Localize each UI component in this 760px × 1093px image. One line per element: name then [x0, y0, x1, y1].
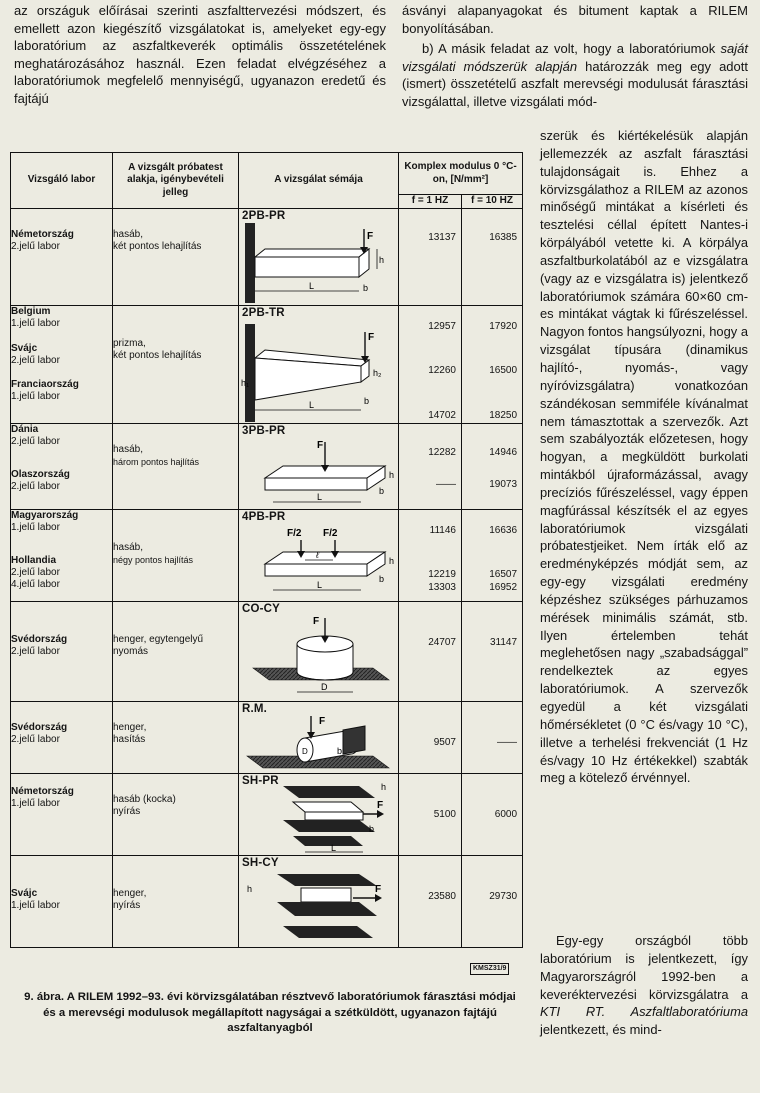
label-width: b: [369, 824, 375, 834]
label-force: F: [375, 884, 382, 895]
value-f10: 16636: [489, 525, 518, 536]
lab-country: Svédország: [11, 634, 68, 645]
label-width: b: [379, 486, 385, 496]
value-f10: 16385: [489, 232, 518, 243]
schema-name: 4PB-PR: [242, 511, 286, 523]
body-text-right-column: szerük és kiértékelésük alapján jellemezzék az aszfalt fárasztási tulajdonságait is. Ehhez a körvizsgálathoz a RILEM az azonos minőségű mintákat a kísérleti és tesztelési céllal épített Nantes-i körpályából vetette ki. A körpálya aszfaltburkolatából az e vizsgálatra (vagy az e vizsgálatra is) jelentkező laboratóriumok számára 60×60 cm-es mintákat vágtak ki fűrészeléssel. Nagyon fontos hangsúlyozni, hogy a vizsgálat típusára (dinamikus hajlító-, nyomás-, vagy nyíróvizsgálatra) vonatkozóan szándékosan semmiféle kívánalmat nem támasztottak a szervezők. Azt sem szabályozták előzetesen, hogy hogyan, a megküldött burkolati mintákból újraformázással, avagy precíziós fűrészeléssel, vagy éppen magfúrással készítsék el az egyes laboratóriumok vizsgálati próbatestjeiket. Nem írták elő az eredményképzés módját sem, az egy-egy vizsgálati eredmény képzéshez szükséges párhuzamos mérések minimális számát, stb. Ilyen értelemben tehát meglehetősen nagy „szabadsággal” rendelkeztek az egyes laboratóriumok. A szervezők egyedül a két vizsgálati hőmérsékletet (0 °C és/vagy 10 °C), illetve a terhelési frekvenciát (1 Hz és/vagy 10 Hz értékekkel) szabták meg a kötelező érvénnyel.: [540, 128, 748, 786]
lab-country: Németország: [11, 229, 74, 240]
schema-name: 3PB-PR: [242, 425, 286, 437]
lab-id: 1.jelű labor: [11, 391, 60, 403]
text-italic: KTI RT. Aszfaltlaboratóriuma: [540, 1004, 748, 1020]
body-text-top-right-1: ásványi alapanyagokat és bitument kaptak a RILEM bonyolításában.: [402, 3, 748, 36]
label-width: b: [364, 396, 370, 406]
lab-country: Magyarország: [11, 510, 79, 521]
shape-text: nyírás: [113, 806, 141, 818]
table-row: [11, 856, 523, 948]
shape-text: henger,: [113, 888, 147, 899]
value-f10: 16507: [489, 569, 518, 581]
label-force: F: [377, 800, 384, 811]
text-segment: határozzák meg egy adott (ismert) összetételű aszfalt merevségi modulusát fárasztási vizsgálattal, illetve vizsgálati mód-: [402, 58, 748, 109]
schema-name: SH-PR: [242, 775, 279, 787]
value-f10: 16500: [489, 365, 518, 377]
label-half-force: F/2: [323, 528, 338, 539]
value-f10: 14946: [489, 447, 518, 458]
table-row: [11, 306, 523, 424]
label-half-force: F/2: [287, 528, 302, 539]
lab-country: Franciaország: [11, 379, 79, 391]
value-f1: 11146: [429, 525, 456, 536]
schema-name: 2PB-TR: [242, 307, 285, 319]
table-row: [11, 510, 523, 602]
schema-2pb-pr-diagram: [239, 209, 399, 306]
lab-id: 1.jelű labor: [11, 900, 60, 912]
table-row: [11, 774, 523, 856]
shape-text: henger,: [113, 722, 147, 733]
lab-id: 1.jelű labor: [11, 798, 60, 810]
value-f1: ——: [436, 479, 456, 491]
lab-country: Hollandia: [11, 554, 57, 566]
shape-text: hasáb,: [113, 444, 144, 455]
label-height: h₂: [373, 368, 382, 378]
text-italic: saját vizsgálati módszerük alapján: [402, 41, 748, 74]
value-f1: 23580: [428, 891, 456, 902]
label-length: L: [317, 580, 323, 590]
lab-country: Svájc: [11, 342, 38, 354]
value-f1: 12219: [428, 569, 456, 581]
table-row: [11, 424, 523, 510]
lab-country: Olaszország: [11, 468, 70, 480]
header-schema: A vizsgálat sémája: [239, 153, 399, 209]
shape-text: két pontos lehajlítás: [113, 350, 202, 362]
label-height: h: [389, 470, 395, 480]
header-modulus: Komplex modulus 0 °C-on, [N/mm²]: [399, 153, 523, 195]
lab-id: 2.jelű labor: [11, 436, 60, 448]
figure-table: [10, 152, 523, 948]
label-diameter: D: [321, 682, 328, 692]
label-length: L: [309, 281, 315, 291]
shape-text: hasítás: [113, 734, 146, 746]
label-length: L: [331, 843, 337, 853]
shape-text: nyomás: [113, 646, 149, 658]
value-f10: 31147: [489, 637, 518, 648]
label-width: b: [363, 283, 369, 293]
body-text-right-column-2: [540, 932, 748, 1039]
figure-caption: 9. ábra. A RILEM 1992–93. évi körvizsgálatában résztvevő laboratóriumok fárasztási módjai és a merevségi modulusok megállapított nagyságai a szétküldött, ugyanazon fajtájú aszfaltanyagból: [24, 991, 516, 1035]
schema-name: R.M.: [242, 703, 268, 715]
schema-4pb-pr-diagram: [239, 510, 399, 602]
label-length: L: [309, 400, 315, 410]
lab-id: 4.jelű labor: [11, 579, 60, 591]
header-shape: A vizsgált próbatest alakja, igénybevételi jelleg: [113, 153, 239, 209]
shape-text: prizma,: [113, 338, 146, 349]
value-f10: 6000: [494, 809, 518, 820]
label-height: h₁: [241, 378, 250, 388]
lab-country: Svájc: [11, 888, 38, 899]
value-f1: 14702: [428, 409, 456, 421]
value-f1: 12282: [428, 447, 456, 458]
table-row: [11, 602, 523, 702]
shape-text: henger, egytengelyű: [113, 634, 204, 645]
lab-id: 2.jelű labor: [11, 480, 60, 492]
label-span: ℓ: [316, 550, 319, 560]
lab-country: Dánia: [11, 424, 39, 435]
text-segment: Egy-egy országból több laboratórium is jelentkezett, így Magyarországról 1992-ben a keveréktervezési körvizsgálatra a: [540, 933, 748, 1002]
label-height: h: [381, 782, 387, 792]
label-force: F: [313, 616, 320, 627]
value-f1: 12957: [428, 321, 456, 332]
body-text-top-right-2: [402, 40, 748, 110]
lab-id: 2.jelű labor: [11, 646, 60, 658]
label-force: F: [368, 332, 375, 343]
value-f1: 13303: [428, 581, 456, 593]
shape-text: hasáb,: [113, 542, 144, 553]
lab-id: 1.jelű labor: [11, 318, 60, 330]
value-f10: 16952: [489, 581, 518, 593]
schema-sh-cy-diagram: [239, 856, 399, 948]
shape-text: három pontos hajlítás: [113, 457, 200, 468]
body-text-top-left: az országuk előírásai szerinti aszfalttervezési módszert, és emellett azon kiegészítő vizsgálatokat is, amelyeket egy-egy laboratórium az aszfaltkeverék optimális összetételének meghatározásához használ. Ezen feladat elvégzéséhez a laboratóriumok megfelelő mennyiségű, ugyanazon eredetű és fajtájú: [14, 3, 386, 106]
schema-sh-pr-diagram: [239, 774, 399, 856]
label-height: h: [389, 556, 395, 566]
label-force: F: [317, 440, 324, 451]
value-f10: 29730: [489, 891, 518, 902]
schema-3pb-pr-diagram: [239, 424, 399, 510]
header-f10: f = 10 HZ: [462, 195, 523, 209]
table-row: [11, 702, 523, 774]
schema-name: CO-CY: [242, 603, 281, 615]
value-f10: 18250: [489, 409, 518, 421]
lab-id: 2.jelű labor: [11, 241, 60, 253]
schema-name: 2PB-PR: [242, 210, 286, 222]
label-width: b: [337, 746, 343, 756]
label-force: F: [367, 231, 374, 242]
lab-id: 2.jelű labor: [11, 354, 60, 366]
value-f1: 9507: [433, 737, 456, 748]
lab-country: Belgium: [11, 306, 51, 317]
label-force: F: [319, 716, 326, 727]
value-f1: 13137: [428, 232, 456, 243]
shape-text: négy pontos hajlítás: [113, 555, 194, 566]
value-f1: 24707: [428, 637, 456, 648]
label-diameter: D: [302, 747, 308, 756]
lab-id: 2.jelű labor: [11, 566, 60, 578]
header-f1: f = 1 HZ: [399, 195, 462, 209]
table-row: [11, 209, 523, 306]
shape-text: hasáb (kocka): [113, 794, 176, 805]
schema-co-cy-diagram: [239, 602, 399, 702]
lab-id: 1.jelű labor: [11, 522, 60, 534]
shape-text: nyírás: [113, 900, 141, 912]
value-f1: 12260: [428, 365, 456, 377]
label-height: h: [379, 255, 385, 265]
schema-2pb-tr-diagram: [239, 306, 399, 424]
value-f10: 19073: [489, 479, 518, 491]
label-length: L: [317, 492, 323, 502]
shape-text: hasáb,: [113, 229, 144, 240]
lab-id: 2.jelű labor: [11, 734, 60, 746]
value-f10: ——: [497, 737, 518, 748]
label-height: h: [247, 884, 253, 894]
label-width: b: [379, 574, 385, 584]
figure-stamp: KMSZ31/9: [470, 963, 509, 975]
text-segment: jelentkezett, és mind-: [540, 1022, 662, 1038]
text-segment: b) A másik feladat az volt, hogy a laboratóriumok: [422, 41, 721, 56]
schema-rm-diagram: [239, 702, 399, 774]
lab-country: Németország: [11, 786, 74, 797]
value-f10: 17920: [489, 321, 518, 332]
lab-country: Svédország: [11, 722, 68, 733]
header-lab: Vizsgáló labor: [11, 153, 113, 209]
value-f1: 5100: [433, 809, 456, 820]
shape-text: két pontos lehajlítás: [113, 241, 202, 253]
schema-name: SH-CY: [242, 857, 279, 869]
